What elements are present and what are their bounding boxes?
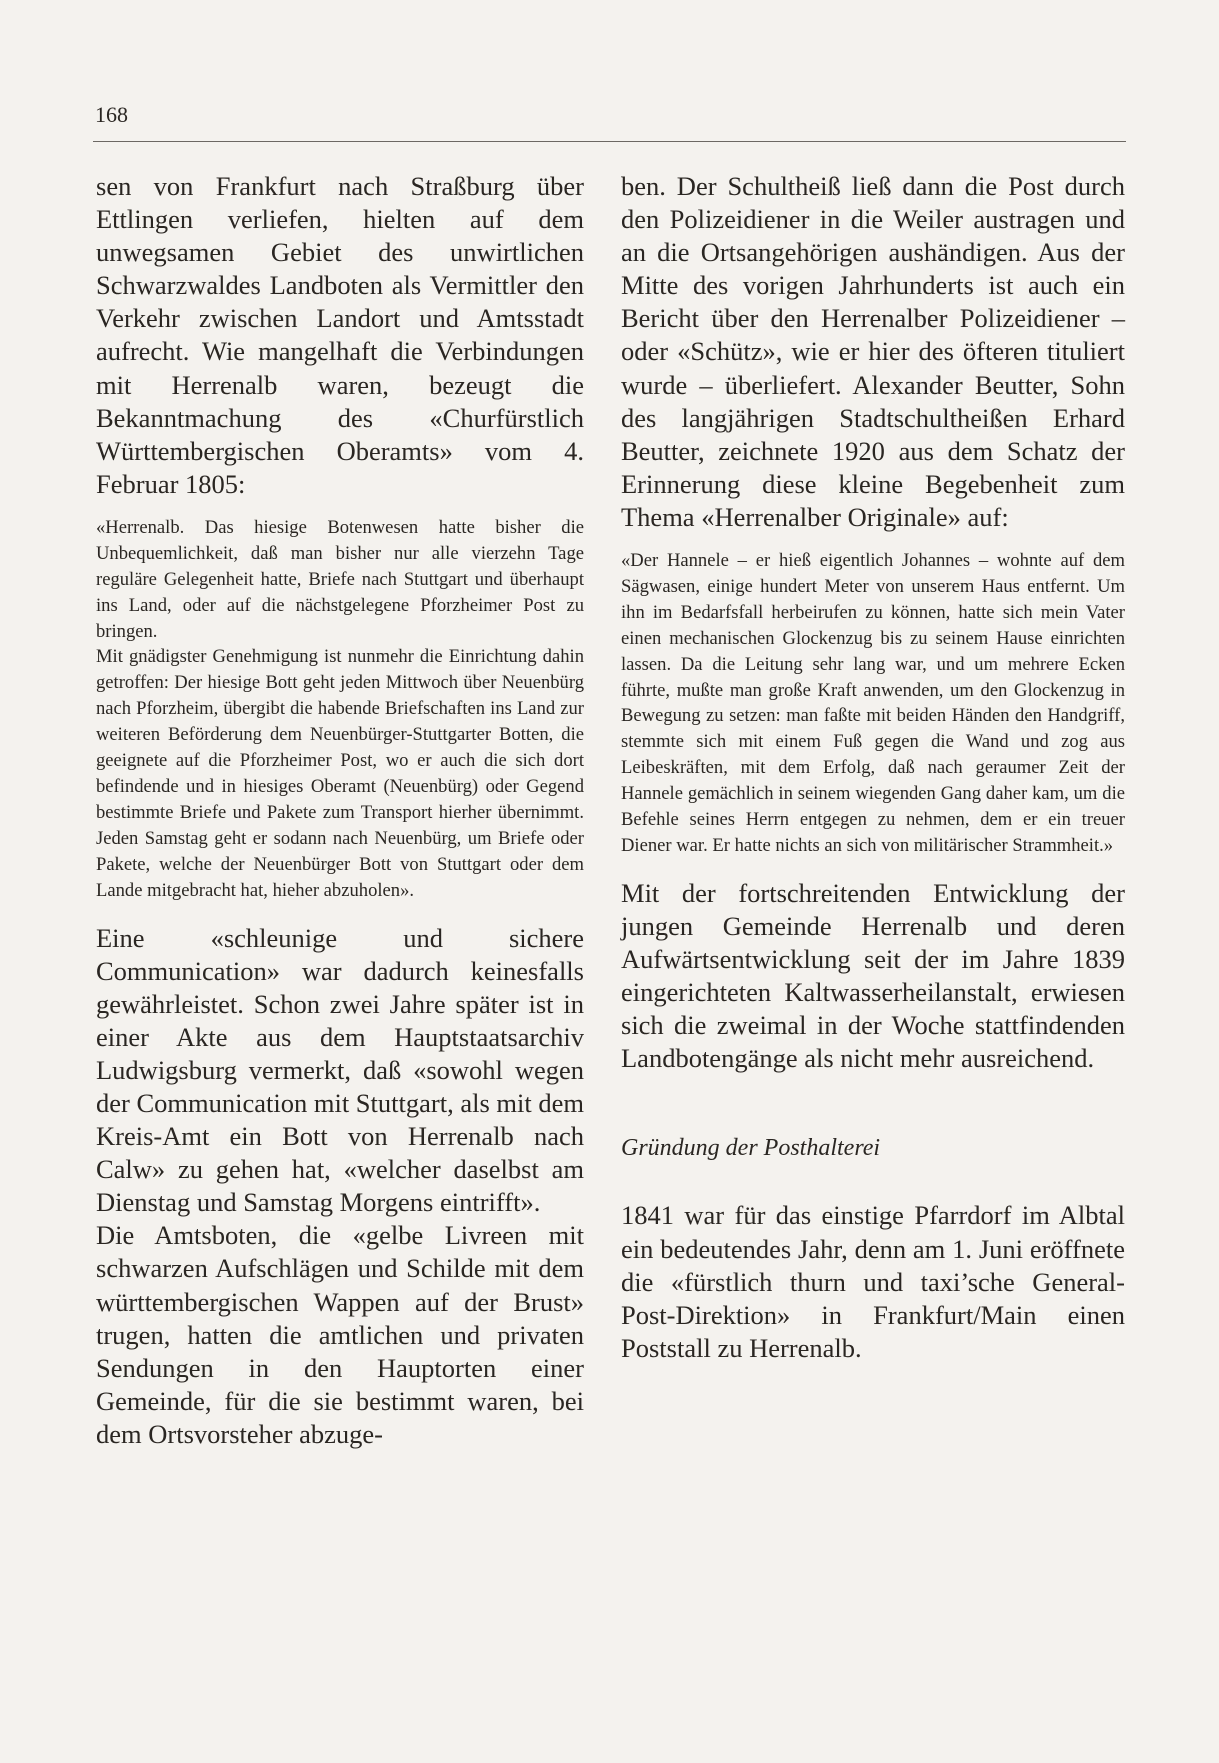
left-paragraph-1: sen von Frankfurt nach Straßburg über Ettlingen verliefen, hielten auf dem unwegsamen Gebiet des unwirtlichen Schwarzwaldes Landboten als Vermittler den Verkehr zwischen Landort und Amtsstadt aufrecht. Wie mangelhaft die Verbindungen mit Herrenalb waren, bezeugt die Bekanntmachung des «Churfürstlich Württembergischen Oberamts» vom 4. Februar 1805:	[96, 171, 584, 499]
left-paragraph-3: Die Amtsboten, die «gelbe Livreen mit schwarzen Aufschlägen und Schilde mit dem württembergischen Wappen auf der Brust» trugen, hatten die amtlichen und privaten Sendungen in den Hauptorten einer Gemeinde, für die sie bestimmt waren, bei dem Ortsvorsteher abzuge-	[96, 1220, 584, 1449]
right-column	[621, 170, 1125, 1365]
section-heading: Gründung der Posthalterei	[621, 1135, 881, 1162]
left-quote-2: Mit gnädigster Genehmigung ist nunmehr die Einrichtung dahin getroffen: Der hiesige Bott geht jeden Mittwoch über Neuenbürg nach Pforzheim, übergibt die habende Briefschaften ins Land zur weiteren Beförderung dem Neuenbürger-Stuttgarter Botten, die geeignete auf die Pforzheimer Post, wo er auch die sich dort befindende und in hiesiges Oberamt (Neuenbürg) oder Gegend bestimmte Briefe und Pakete zum Transport hierher übernimmt. Jeden Samstag geht er sodann nach Neuenbürg, um Briefe oder Pakete, welche der Neuenbürger Bott von Stuttgart oder dem Lande mitgebracht hat, hieher abzuholen».	[96, 646, 584, 901]
header-rule	[93, 141, 1126, 142]
left-quote-1: «Herrenalb. Das hiesige Botenwesen hatte bisher die Unbequemlichkeit, daß man bisher nur alle vierzehn Tage reguläre Gelegenheit hatte, Briefe nach Stuttgart und überhaupt ins Land, oder auf die nächstgelegene Pforzheimer Post zu bringen.	[96, 516, 584, 642]
right-quote: «Der Hannele – er hieß eigentlich Johannes – wohnte auf dem Sägwasen, einige hundert Meter von unserem Haus entfernt. Um ihn im Bedarfsfall herbeirufen zu können, hatte sich mein Vater einen mechanischen Glockenzug bis zu seinem Hause einrichten lassen. Da die Leitung sehr lang war, und um mehrere Ecken führte, mußte man große Kraft anwenden, um den Glockenzug in Bewegung zu setzen: man faßte mit beiden Händen den Handgriff, stemmte sich mit einem Fuß gegen die Wand und zog aus Leibeskräften, mit dem Erfolg, daß nach geraumer Zeit der Hannele gemächlich in seinem wiegenden Gang daher kam, um die Befehle seines Herrn entgegen zu nehmen, dem er ein treuer Diener war. Er hatte nichts an sich von militärischer Strammheit.»	[621, 550, 1125, 856]
right-paragraph-1: ben. Der Schultheiß ließ dann die Post durch den Polizeidiener in die Weiler austragen und an die Ortsangehörigen aushändigen. Aus der Mitte des vorigen Jahrhunderts ist auch ein Bericht über den Herrenalber Polizeidiener – oder «Schütz», wie er hier des öfteren tituliert wurde – überliefert. Alexander Beutter, Sohn des langjährigen Stadtschultheißen Erhard Beutter, zeichnete 1920 aus dem Schatz der Erinnerung diese kleine Begebenheit zum Thema «Herrenalber Originale» auf:	[621, 171, 1125, 532]
left-column	[96, 170, 584, 1451]
right-paragraph-2: Mit der fortschreitenden Entwicklung der jungen Gemeinde Herrenalb und deren Aufwärtsentwicklung seit der im Jahre 1839 eingerichteten Kaltwasserheilanstalt, erwiesen sich die zweimal in der Woche stattfindenden Landbotengänge als nicht mehr ausreichend.	[621, 877, 1125, 1074]
page-number: 168	[95, 102, 128, 127]
right-paragraph-3: 1841 war für das einstige Pfarrdorf im Albtal ein bedeutendes Jahr, denn am 1. Juni eröffnete die «fürstlich thurn und taxi’sche General-Post-Direktion» in Frankfurt/Main einen Poststall zu Herrenalb.	[621, 1200, 1125, 1363]
left-paragraph-2: Eine «schleunige und sichere Communication» war dadurch keinesfalls gewährleistet. Schon zwei Jahre später ist in einer Akte aus dem Hauptstaatsarchiv Ludwigsburg vermerkt, daß «sowohl wegen der Communication mit Stuttgart, als mit dem Kreis-Amt ein Bott von Herrenalb nach Calw» zu gehen hat, «welcher daselbst am Dienstag und Samstag Morgens eintrifft».	[96, 922, 584, 1218]
